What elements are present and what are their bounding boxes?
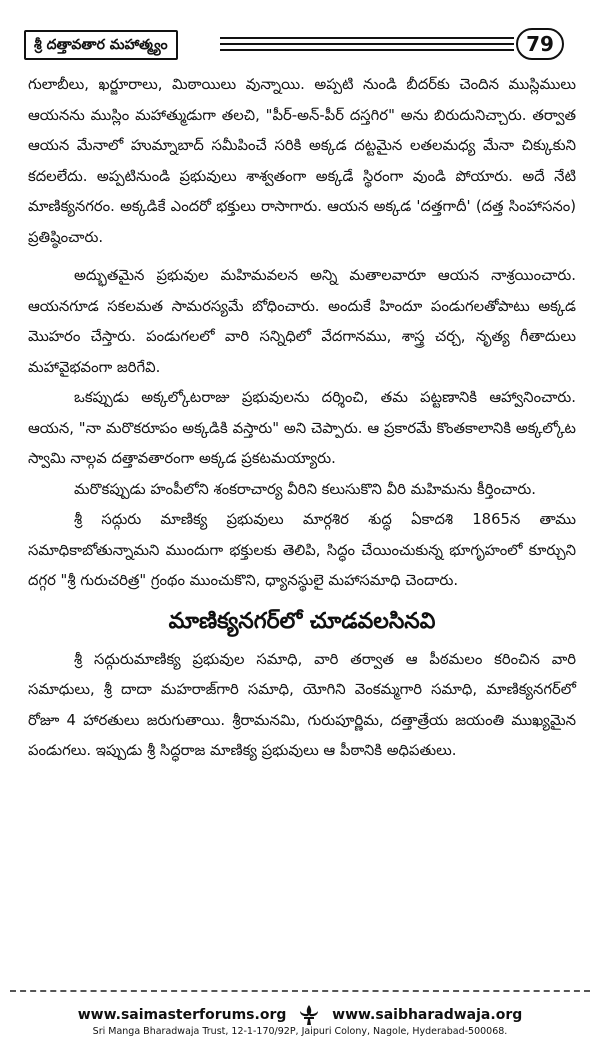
paragraph: అద్భుతమైన ప్రభువుల మహిమవలన అన్ని మతాలవారూ ఆయన నాశ్రయించారు. ఆయనగూడ సకలమత సామరస్యమే బోధించారు. అందుకే హిందూ పండుగలతోపాటు అక్కడ మొహరం చేస్తారు. పండుగలలో వారి సన్నిధిలో వేదగానము, శాస్త్ర చర్చ, నృత్య గీతాదులు మహావైభవంగా జరిగేవి.	[28, 267, 576, 376]
page-footer	[0, 990, 600, 1050]
footer-divider	[10, 990, 590, 992]
paragraph: శ్రీ సద్గురు మాణిక్య ప్రభువులు మార్గశిర శుద్ధ ఏకాదశి 1865న తాము సమాధికాబోతున్నామని ముందుగా భక్తులకు తెలిపి, సిద్ధం చేయించుకున్న భూగృహంలో కూర్చుని దగ్గర "శ్రీ గురుచరిత్ర" గ్రంథం ముంచుకొని, ధ్యానస్థులై మహాసమాధి చెందారు.	[28, 511, 576, 589]
book-title: శ్రీ దత్తావతార మహాత్మ్యం	[24, 30, 178, 60]
body-text	[28, 70, 576, 767]
trust-address: Sri Manga Bharadwaja Trust, 12-1-170/92P, Jaipuri Colony, Nagole, Hyderabad-500068.	[92, 1026, 508, 1037]
page-number: 79	[516, 28, 564, 60]
paragraph: శ్రీ సద్గురుమాణిక్య ప్రభువుల సమాధి, వారి తర్వాత ఆ పీఠమలం కరించిన వారి సమాధులు, శ్రీ దాదా మహరాజ్‌గారి సమాధి, యోగిని వెంకమ్మగారి సమాధి, మాణిక్యనగర్‌లో రోజూ 4 హారతులు జరుగుతాయి. శ్రీరామనమి, గురుపూర్ణిమ, దత్తాత్రేయ జయంతి ముఖ్యమైన పండుగలు. ఇప్పుడు శ్రీ సిద్ధరాజ మాణిక్య ప్రభువులు ఆ పీఠానికి అధిపతులు.	[28, 650, 576, 759]
paragraph: మరొకప్పుడు హంపీలోని శంకరాచార్య వీరిని కలుసుకొని వీరి మహిమను కీర్తించారు.	[74, 480, 536, 498]
website-link-right[interactable]: www.saibharadwaja.org	[332, 1007, 523, 1023]
page-header	[24, 28, 572, 60]
website-link-left[interactable]: www.saimasterforums.org	[77, 1007, 287, 1023]
fleur-de-lis-icon	[297, 1004, 321, 1026]
footer-websites	[0, 1004, 600, 1026]
header-rule-lines	[220, 34, 514, 54]
paragraph: ఒకప్పుడు అక్కల్కోటరాజు ప్రభువులను దర్శించి, తమ పట్టణానికి ఆహ్వానించారు. ఆయన, "నా మరొకరూపం అక్కడికి వస్తారు" అని చెప్పారు. ఆ ప్రకారమే కొంతకాలానికి అక్కల్కోట స్వామి నాల్గవ దత్తావతారంగా అక్కడ ప్రకటమయ్యారు.	[28, 389, 576, 467]
paragraph: గులాబీలు, ఖర్జూరాలు, మిఠాయిలు వున్నాయి. అప్పటి నుండి బీదర్‌కు చెందిన ముస్లిములు ఆయనను ముస్లిం మహాత్ముడుగా తలచి, "పీర్-అన్-పీర్ దస్తగిర" అను బిరుదునిచ్చారు. తర్వాత ఆయన మేనాలో హుమ్నాబాద్ సమీపించే సరికి అక్కడ దట్టమైన లతలమధ్య మేనా చిక్కుకుని కదలలేదు. అప్పటినుండి ప్రభువులు శాశ్వతంగా అక్కడే స్థిరంగా వుండి పోయారు. అదే నేటి మాణిక్యనగరం. అక్కడికే ఎందరో భక్తులు రాసాగారు. ఆయన అక్కడ 'దత్తగాదీ' (దత్త సింహాసనం) ప్రతిష్ఠించారు.	[28, 76, 576, 246]
section-heading: మాణిక్యనగర్‌లో చూడవలసినవి	[168, 608, 436, 634]
